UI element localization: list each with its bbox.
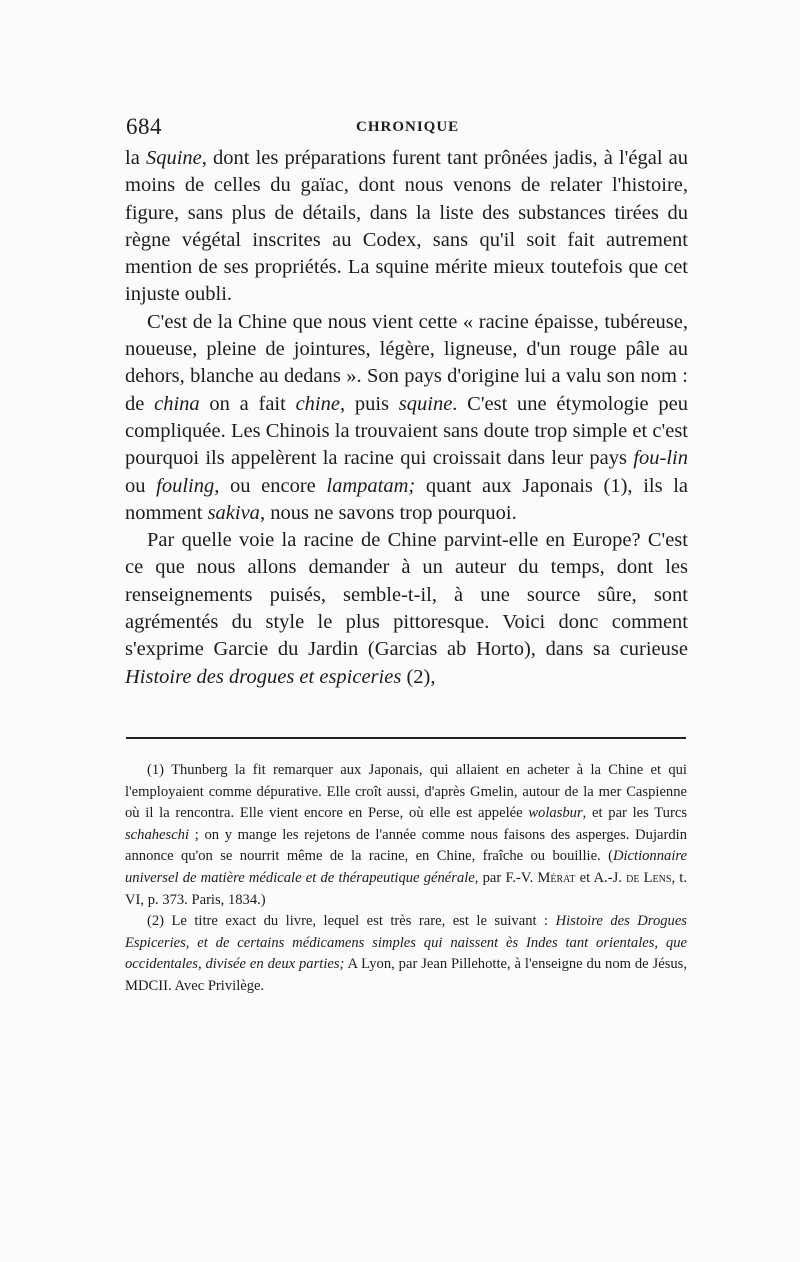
footnotes [125, 760, 687, 998]
page-number: 684 [126, 114, 162, 139]
footnote-1: (1) Thunberg la fit remarquer aux Japonais, qui allaient en acheter à la Chine et qui l'employaient comme dépurative. Elle croît aussi, d'après Gmelin, autour de la mer Caspienne où il la rencontra. Elle vient encore en Perse, où elle est appelée wolasbur, et par les Turcs schaheschi ; on y mange les rejetons de l'année comme nous faisons des asperges. Dujardin annonce qu'on se nourrit même de la racine, en Chine, fraîche ou bouillie. (Dictionnaire universel de matière médicale et de thérapeutique générale, par F.-V. Mérat et A.-J. de Lens, t. VI, p. 373. Paris, 1834.) [125, 762, 687, 908]
paragraph-1: la Squine, dont les préparations furent tant prônées jadis, à l'égal au moins de celles du gaïac, dont nous venons de relater l'histoire, figure, sans plus de détails, dans la liste des substances tirées du règne végétal inscrites au Codex, sans qu'il soit fait autrement mention de ses propriétés. La squine mérite mieux toutefois que cet injuste oubli. [125, 147, 688, 306]
footnote-divider [126, 737, 686, 739]
page-header [126, 114, 686, 144]
footnote-2: (2) Le titre exact du livre, lequel est très rare, est le suivant : Histoire des Drogues Espiceries, et de certains médicamens simples qui naissent ès Indes tant orientales, que occidentales, divisée en deux parties; A Lyon, par Jean Pillehotte, à l'enseigne du nom de Jésus, MDCII. Avec Privilège. [125, 913, 688, 994]
main-text [125, 145, 688, 691]
paragraph-2: C'est de la Chine que nous vient cette « racine épaisse, tubéreuse, noueuse, pleine de jointures, légère, ligneuse, d'un rouge pâle au dehors, blanche au dedans ». Son pays d'origine lui a valu son nom : de china on a fait chine, puis squine. C'est une étymologie peu compliquée. Les Chinois la trouvaient sans doute trop simple et c'est pourquoi ils appelèrent la racine qui croissait dans leur pays fou-lin ou fouling, ou encore lampatam; quant aux Japonais (1), ils la nomment sakiva, nous ne savons trop pourquoi. [125, 310, 689, 524]
paragraph-3: Par quelle voie la racine de Chine parvint-elle en Europe? C'est ce que nous allons demander à un auteur du temps, dont les renseignements puisés, semble-t-il, à une source sûre, sont agrémentés du style le plus pittoresque. Voici donc comment s'exprime Garcie du Jardin (Garcias ab Horto), dans sa curieuse Histoire des drogues et espiceries (2), [125, 529, 688, 688]
running-head: CHRONIQUE [356, 119, 460, 135]
